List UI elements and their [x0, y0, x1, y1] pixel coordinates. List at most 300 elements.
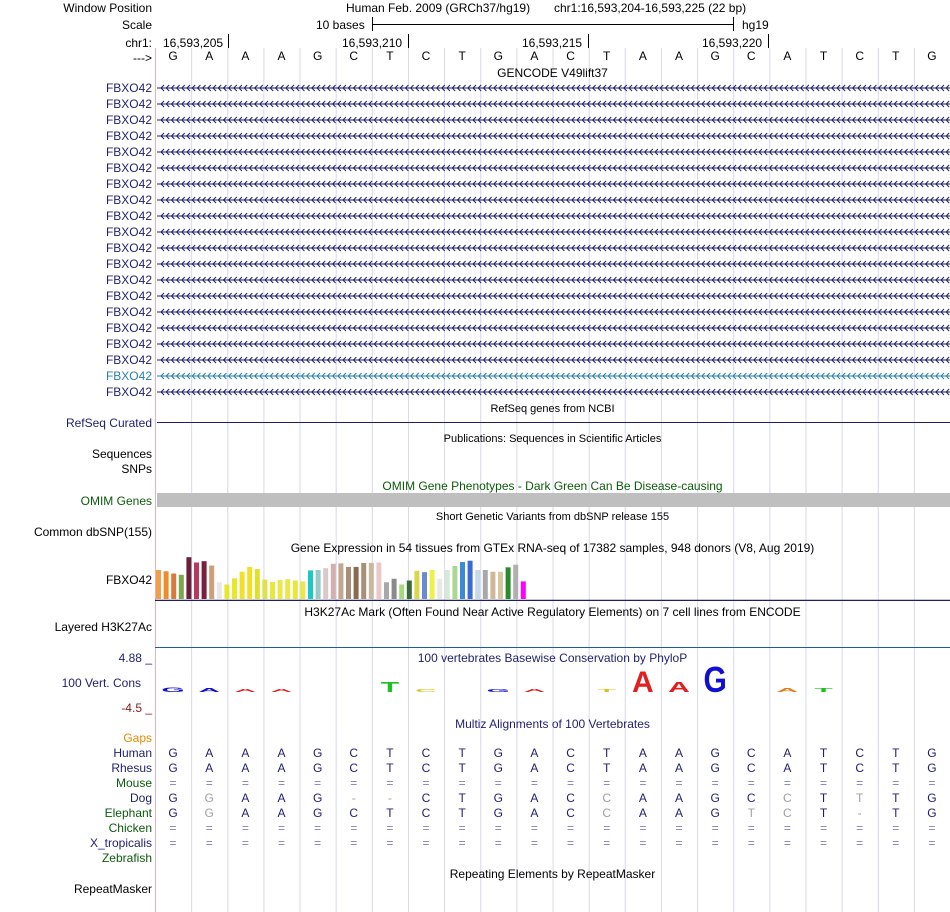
multiz-base: C: [349, 746, 359, 760]
multiz-base: =: [892, 821, 900, 835]
snps-label[interactable]: SNPs: [121, 462, 152, 476]
multiz-base: =: [675, 821, 683, 835]
multiz-base: =: [711, 776, 719, 790]
multiz-base: G: [710, 791, 720, 805]
multiz-base: C: [421, 746, 431, 760]
sequence-base: G: [493, 49, 503, 63]
multiz-base: =: [820, 836, 828, 850]
gtex-label[interactable]: FBXO42: [105, 573, 152, 587]
multiz-base: T: [603, 761, 611, 775]
ruler-tick-mark-1: [228, 34, 229, 48]
multiz-base: A: [241, 746, 250, 760]
multiz-base: A: [277, 746, 286, 760]
conservation-letter: T: [380, 679, 400, 696]
gtex-bar[interactable]: [156, 570, 161, 599]
gtex-bar[interactable]: [422, 572, 427, 599]
multiz-base: T: [386, 761, 394, 775]
multiz-species-label[interactable]: Rhesus: [111, 761, 152, 775]
gtex-bar[interactable]: [316, 570, 321, 599]
multiz-base: T: [855, 791, 864, 805]
multiz-base: =: [892, 836, 900, 850]
refseq-gene-line[interactable]: [157, 422, 950, 423]
multiz-base: =: [675, 776, 683, 790]
multiz-base: =: [277, 776, 285, 790]
conservation-min: -4.5 _: [121, 701, 152, 715]
multiz-base: T: [458, 791, 466, 805]
conservation-letter: G: [161, 686, 185, 694]
gtex-bar[interactable]: [232, 578, 237, 599]
multiz-base: =: [350, 821, 358, 835]
multiz-base: C: [566, 791, 575, 805]
sequence-base: C: [421, 49, 431, 63]
multiz-base: =: [928, 836, 936, 850]
multiz-base: =: [458, 821, 466, 835]
conservation-letter: A: [234, 688, 257, 693]
multiz-base: C: [746, 761, 756, 775]
multiz-base: G: [168, 791, 178, 805]
multiz-base: C: [855, 761, 864, 775]
gencode-transcript[interactable]: [157, 131, 950, 141]
gencode-transcript[interactable]: [157, 275, 950, 285]
multiz-base: =: [892, 776, 900, 790]
multiz-base: =: [928, 776, 936, 790]
gtex-bar[interactable]: [224, 584, 229, 599]
gencode-gene-label[interactable]: FBXO42: [105, 97, 152, 111]
gtex-bar[interactable]: [270, 582, 275, 599]
gtex-expression-bars[interactable]: [155, 555, 950, 601]
multiz-base: =: [603, 836, 611, 850]
conservation-letter: A: [198, 687, 221, 694]
gtex-bar[interactable]: [445, 570, 450, 599]
gencode-transcript[interactable]: [157, 99, 950, 109]
gtex-bar[interactable]: [369, 563, 374, 599]
gencode-gene-label[interactable]: FBXO42: [105, 209, 152, 223]
multiz-base: T: [892, 746, 900, 760]
multiz-base: G: [927, 761, 937, 775]
multiz-base: =: [205, 821, 213, 835]
multiz-base: T: [603, 746, 611, 760]
multiz-base: C: [746, 746, 756, 760]
sequence-base: A: [674, 49, 683, 63]
sequence-base: C: [566, 49, 575, 63]
gencode-transcript[interactable]: [157, 179, 950, 189]
multiz-base: =: [856, 776, 864, 790]
multiz-base: C: [421, 806, 431, 820]
repeatmasker-track-title: Repeating Elements by RepeatMasker: [449, 867, 656, 881]
gencode-transcript[interactable]: [157, 195, 950, 205]
ruler-tick-mark-2: [408, 34, 409, 48]
multiz-base: =: [530, 776, 538, 790]
gtex-bar[interactable]: [506, 567, 511, 599]
gtex-bar[interactable]: [361, 563, 366, 599]
multiz-base: C: [746, 791, 756, 805]
gtex-bar[interactable]: [490, 572, 495, 599]
gencode-transcript[interactable]: [157, 211, 950, 221]
gencode-gene-label[interactable]: FBXO42: [105, 225, 152, 239]
multiz-base: A: [530, 791, 539, 805]
gtex-bar[interactable]: [331, 564, 336, 599]
multiz-base: =: [350, 776, 358, 790]
multiz-base: =: [350, 836, 358, 850]
gencode-gene-label[interactable]: FBXO42: [105, 289, 152, 303]
strand-label: --->: [133, 51, 152, 65]
gtex-bar[interactable]: [171, 573, 176, 599]
gtex-bar[interactable]: [414, 571, 419, 599]
ruler-tick-4: 16,593,220: [702, 36, 763, 50]
gtex-bar[interactable]: [354, 567, 359, 599]
multiz-base: A: [783, 746, 792, 760]
multiz-base: C: [855, 746, 864, 760]
conservation-letter: G: [486, 688, 510, 693]
multiz-base: A: [638, 761, 647, 775]
multiz-base: G: [204, 806, 214, 820]
multiz-base: G: [710, 746, 720, 760]
sequence-base: A: [783, 49, 792, 63]
sequence-base: T: [819, 49, 828, 63]
sequence-base: A: [277, 49, 286, 63]
multiz-base: A: [530, 806, 539, 820]
gtex-bar[interactable]: [399, 584, 404, 599]
multiz-base: T: [386, 806, 394, 820]
omim-feature-bar[interactable]: [157, 493, 950, 507]
multiz-base: A: [674, 746, 683, 760]
multiz-base: =: [567, 821, 575, 835]
multiz-base: =: [603, 776, 611, 790]
sequence-base: G: [927, 49, 937, 63]
multiz-base: =: [603, 821, 611, 835]
multiz-base: =: [205, 836, 213, 850]
multiz-base: =: [820, 776, 828, 790]
multiz-base: G: [312, 761, 323, 775]
gtex-bar[interactable]: [285, 579, 290, 599]
sequence-base: T: [892, 49, 900, 63]
multiz-base: =: [169, 836, 177, 850]
dbsnp-track-title: Short Genetic Variants from dbSNP release 155: [435, 511, 670, 523]
conservation-track-title: 100 vertebrates Basewise Conservation by PhyloP: [417, 651, 688, 665]
multiz-base: C: [421, 791, 431, 805]
gtex-bar[interactable]: [452, 566, 457, 599]
gencode-transcript[interactable]: [157, 307, 950, 317]
multiz-base: =: [314, 776, 322, 790]
omim-label[interactable]: OMIM Genes: [80, 494, 152, 508]
gencode-gene-label[interactable]: FBXO42: [105, 273, 152, 287]
gencode-transcript[interactable]: [157, 115, 950, 125]
gencode-transcript[interactable]: [157, 387, 950, 397]
multiz-base: A: [530, 746, 539, 760]
multiz-base: C: [349, 806, 359, 820]
gtex-bar[interactable]: [240, 572, 245, 599]
multiz-base: =: [711, 821, 719, 835]
multiz-species-label[interactable]: Mouse: [115, 776, 152, 790]
multiz-base: G: [312, 746, 323, 760]
multiz-base: =: [241, 821, 249, 835]
gencode-transcript[interactable]: [157, 243, 950, 253]
multiz-base: T: [892, 791, 900, 805]
multiz-base: =: [169, 776, 177, 790]
multiz-base: A: [205, 746, 214, 760]
multiz-species-label[interactable]: Dog: [129, 791, 152, 805]
multiz-base: G: [312, 791, 323, 805]
gtex-bar[interactable]: [498, 572, 503, 599]
multiz-base: G: [493, 761, 503, 775]
multiz-base: G: [168, 746, 178, 760]
gtex-bar[interactable]: [392, 579, 397, 599]
sequence-base: G: [312, 49, 323, 63]
gencode-gene-label[interactable]: FBXO42: [105, 113, 152, 127]
gencode-transcript[interactable]: [157, 83, 950, 93]
sequence-base: C: [855, 49, 864, 63]
gencode-gene-label[interactable]: FBXO42: [105, 193, 152, 207]
multiz-base: T: [819, 746, 828, 760]
sequence-base: A: [205, 49, 214, 63]
multiz-species-label[interactable]: Zebrafish: [101, 851, 152, 865]
conservation-letter: A: [668, 679, 690, 696]
repeatmasker-label[interactable]: RepeatMasker: [73, 882, 152, 896]
conservation-letter: T: [814, 687, 833, 694]
multiz-base: =: [314, 821, 322, 835]
conservation-logo[interactable]: [155, 665, 950, 700]
multiz-base: C: [602, 806, 612, 820]
gencode-gene-label[interactable]: FBXO42: [105, 81, 152, 95]
gtex-bar[interactable]: [179, 575, 184, 599]
multiz-base: T: [386, 746, 394, 760]
gencode-transcript[interactable]: [157, 371, 950, 381]
db-text: hg19: [742, 18, 769, 32]
multiz-base: C: [349, 761, 359, 775]
multiz-base: =: [386, 821, 394, 835]
gtex-bar[interactable]: [460, 562, 465, 599]
gtex-bar[interactable]: [384, 582, 389, 599]
publications-label[interactable]: Sequences: [91, 447, 152, 461]
multiz-base: G: [168, 806, 178, 820]
gencode-gene-label[interactable]: FBXO42: [105, 177, 152, 191]
multiz-base: A: [674, 761, 683, 775]
gtex-bar[interactable]: [217, 582, 222, 599]
multiz-base: =: [639, 836, 647, 850]
multiz-base: A: [277, 761, 286, 775]
conservation-letter: A: [632, 666, 654, 699]
multiz-base: =: [241, 836, 249, 850]
refseq-label[interactable]: RefSeq Curated: [65, 416, 152, 430]
multiz-base: =: [639, 821, 647, 835]
gtex-bar[interactable]: [278, 580, 283, 599]
multiz-base: A: [674, 806, 683, 820]
multiz-base: =: [783, 776, 791, 790]
gtex-bar[interactable]: [293, 581, 298, 599]
gencode-transcript[interactable]: [157, 163, 950, 173]
gencode-gene-label[interactable]: FBXO42: [105, 145, 152, 159]
gtex-bar[interactable]: [338, 563, 343, 599]
scale-text: 10 bases: [316, 18, 365, 32]
multiz-base: A: [674, 791, 683, 805]
conservation-letter: T: [597, 688, 616, 693]
multiz-base: G: [204, 791, 214, 805]
conservation-letter: C: [415, 688, 437, 693]
multiz-base: =: [277, 821, 285, 835]
multiz-base: A: [241, 761, 250, 775]
gencode-transcript[interactable]: [157, 339, 950, 349]
multiz-base: =: [422, 776, 430, 790]
multiz-base: =: [386, 836, 394, 850]
gtex-bar[interactable]: [262, 580, 267, 599]
conservation-letter: G: [703, 665, 727, 700]
gtex-bar[interactable]: [468, 561, 473, 599]
multiz-base: C: [602, 791, 612, 805]
multiz-base: G: [710, 806, 720, 820]
multiz-base: =: [820, 821, 828, 835]
omim-track-title: OMIM Gene Phenotypes - Dark Green Can Be Disease-causing: [382, 479, 723, 493]
multiz-species-label[interactable]: Chicken: [108, 821, 152, 835]
ruler-tick-2: 16,593,210: [342, 36, 403, 50]
gencode-track-title: GENCODE V49lift37: [497, 66, 608, 80]
multiz-base: =: [856, 836, 864, 850]
multiz-base: =: [747, 776, 755, 790]
window-position-label: Window Position: [63, 1, 152, 15]
scale-bar: [372, 17, 734, 31]
multiz-base: G: [168, 761, 178, 775]
gtex-bar[interactable]: [475, 570, 480, 599]
multiz-base: =: [639, 776, 647, 790]
conservation-label[interactable]: 100 Vert. Cons: [61, 676, 141, 690]
multiz-base: =: [530, 821, 538, 835]
gtex-bar[interactable]: [308, 570, 313, 599]
multiz-base: =: [494, 836, 502, 850]
gencode-transcript[interactable]: [157, 259, 950, 269]
multiz-base: =: [530, 836, 538, 850]
gencode-track[interactable]: [0, 80, 950, 400]
multiz-gaps-label[interactable]: Gaps: [123, 731, 152, 745]
gencode-gene-label[interactable]: FBXO42: [105, 257, 152, 271]
multiz-base: G: [710, 761, 720, 775]
gencode-gene-label[interactable]: FBXO42: [105, 305, 152, 319]
multiz-base: =: [169, 821, 177, 835]
h3k27ac-baseline: [155, 647, 950, 648]
gtex-bar[interactable]: [255, 569, 260, 599]
sequence-base: T: [386, 49, 394, 63]
conservation-max: 4.88 _: [118, 651, 152, 665]
reference-sequence: [0, 48, 950, 64]
multiz-base: G: [927, 806, 937, 820]
multiz-base: A: [530, 761, 539, 775]
conservation-letter: A: [776, 687, 799, 694]
multiz-base: A: [241, 806, 250, 820]
gencode-gene-label[interactable]: FBXO42: [105, 321, 152, 335]
h3k27ac-label[interactable]: Layered H3K27Ac: [54, 620, 152, 634]
gencode-transcript[interactable]: [157, 147, 950, 157]
multiz-base: -: [387, 791, 392, 805]
multiz-base: =: [747, 836, 755, 850]
sequence-base: A: [530, 49, 539, 63]
gtex-bar[interactable]: [513, 565, 518, 599]
conservation-letter: A: [523, 688, 546, 693]
multiz-base: =: [458, 776, 466, 790]
multiz-base: =: [422, 821, 430, 835]
multiz-base: A: [638, 806, 647, 820]
multiz-base: =: [711, 836, 719, 850]
multiz-base: A: [277, 791, 286, 805]
gtex-bar[interactable]: [483, 570, 488, 599]
gtex-bar[interactable]: [521, 581, 526, 599]
multiz-base: C: [783, 791, 792, 805]
multiz-base: C: [783, 806, 792, 820]
multiz-base: =: [747, 821, 755, 835]
multiz-base: T: [892, 806, 900, 820]
gencode-gene-label[interactable]: FBXO42: [105, 129, 152, 143]
gtex-bar[interactable]: [194, 562, 199, 599]
gencode-gene-label[interactable]: FBXO42: [105, 241, 152, 255]
multiz-base: C: [566, 746, 575, 760]
multiz-base: =: [928, 821, 936, 835]
multiz-base: =: [314, 836, 322, 850]
multiz-base: A: [205, 761, 214, 775]
multiz-base: G: [493, 746, 503, 760]
gencode-transcript[interactable]: [157, 227, 950, 237]
sequence-base: T: [458, 49, 466, 63]
multiz-base: A: [783, 761, 792, 775]
sequence-base: T: [603, 49, 611, 63]
multiz-species-label[interactable]: Human: [113, 746, 152, 760]
multiz-base: =: [494, 821, 502, 835]
multiz-base: A: [241, 791, 250, 805]
ruler-tick-3: 16,593,215: [522, 36, 583, 50]
multiz-base: T: [458, 806, 466, 820]
multiz-species-label[interactable]: Elephant: [104, 806, 152, 820]
gtex-bar[interactable]: [164, 571, 169, 599]
multiz-base: G: [927, 746, 937, 760]
multiz-base: -: [351, 791, 356, 805]
gtex-bar[interactable]: [376, 562, 381, 599]
gencode-gene-label[interactable]: FBXO42: [105, 385, 152, 399]
gtex-bar[interactable]: [209, 566, 214, 599]
gencode-gene-label[interactable]: FBXO42: [105, 353, 152, 367]
gencode-transcript[interactable]: [157, 355, 950, 365]
gtex-bar[interactable]: [407, 581, 412, 599]
refseq-track-title: RefSeq genes from NCBI: [490, 403, 615, 415]
multiz-base: C: [566, 806, 575, 820]
multiz-base: =: [856, 821, 864, 835]
gtex-bar[interactable]: [323, 568, 328, 599]
multiz-base: =: [386, 776, 394, 790]
multiz-base: =: [205, 776, 213, 790]
gtex-bar[interactable]: [346, 567, 351, 599]
assembly-text: Human Feb. 2009 (GRCh37/hg19): [346, 1, 531, 15]
sequence-base: C: [349, 49, 359, 63]
gtex-bar[interactable]: [202, 561, 207, 599]
gtex-bar[interactable]: [430, 570, 435, 599]
multiz-base: -: [857, 806, 862, 820]
gencode-gene-label[interactable]: FBXO42: [105, 161, 152, 175]
ruler-tick-mark-4: [768, 34, 769, 48]
gencode-transcript[interactable]: [157, 323, 950, 333]
dbsnp-label[interactable]: Common dbSNP(155): [33, 525, 152, 539]
multiz-base: =: [567, 776, 575, 790]
ruler-tick-1: 16,593,205: [163, 36, 224, 50]
multiz-species-label[interactable]: X_tropicalis: [89, 836, 152, 850]
sequence-base: A: [241, 49, 250, 63]
gencode-gene-label[interactable]: FBXO42: [105, 337, 152, 351]
gtex-bar[interactable]: [186, 557, 191, 599]
gtex-bar[interactable]: [247, 567, 252, 599]
multiz-alignment[interactable]: [0, 745, 950, 867]
multiz-base: =: [277, 836, 285, 850]
gtex-bar[interactable]: [437, 579, 442, 599]
conservation-letter: A: [270, 688, 293, 693]
gtex-bar[interactable]: [300, 581, 305, 599]
gencode-transcript[interactable]: [157, 291, 950, 301]
multiz-base: =: [458, 836, 466, 850]
multiz-base: =: [567, 836, 575, 850]
gencode-gene-label[interactable]: FBXO42: [105, 369, 152, 383]
